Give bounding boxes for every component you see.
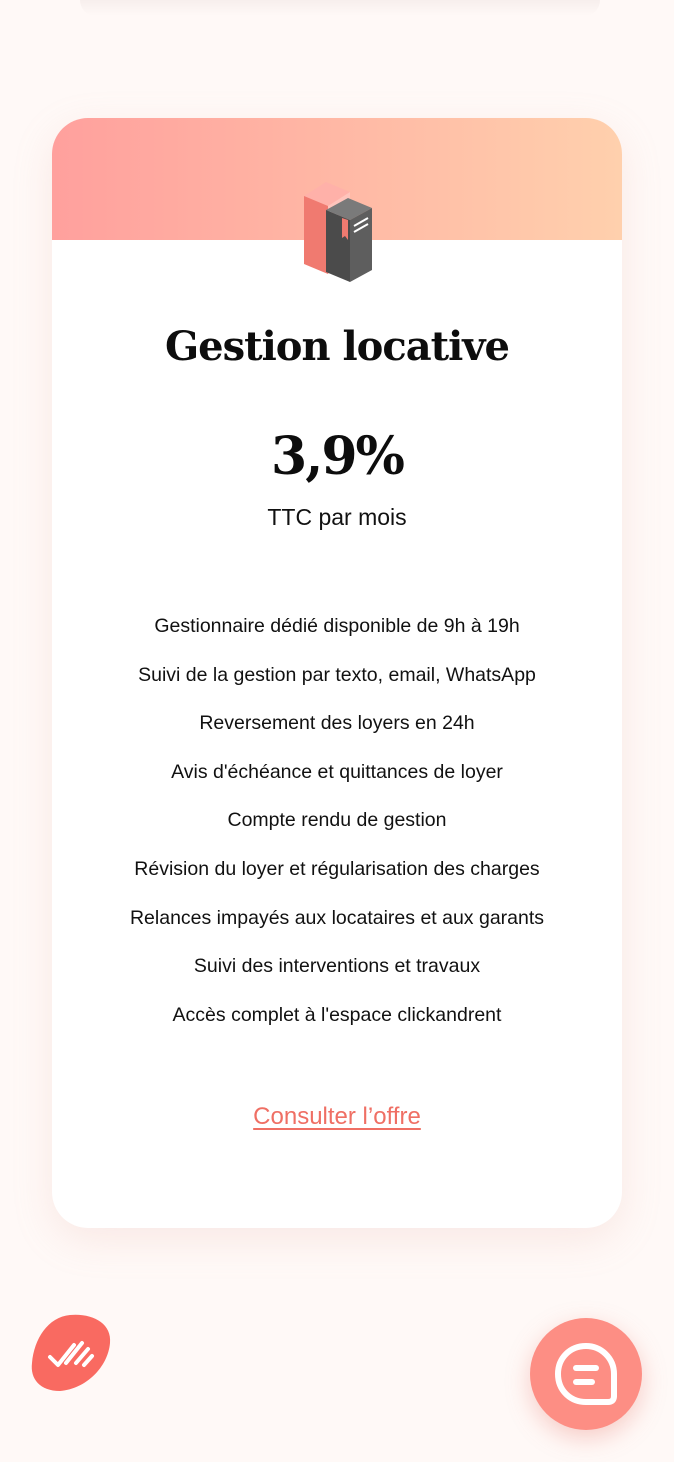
feature-item: Reversement des loyers en 24h	[199, 712, 475, 735]
offer-card	[52, 118, 622, 1228]
feature-item: Révision du loyer et régularisation des charges	[134, 857, 540, 880]
consult-offer-link[interactable]: Consulter l’offre	[253, 1103, 421, 1130]
top-fade	[80, 0, 600, 16]
cta-container	[52, 1103, 622, 1131]
feature-item: Relances impayés aux locataires et aux garants	[129, 906, 545, 929]
feature-item: Suivi de la gestion par texto, email, WhatsApp	[138, 663, 536, 686]
chat-bubble-icon	[552, 1340, 620, 1408]
offer-price: 3,9%	[271, 426, 403, 487]
feature-list	[52, 608, 622, 1045]
offer-price-period: TTC par mois	[267, 504, 407, 530]
books-icon	[300, 178, 376, 284]
feature-item: Suivi des interventions et travaux	[193, 955, 481, 978]
double-check-icon[interactable]	[30, 1313, 112, 1391]
feature-item: Compte rendu de gestion	[227, 809, 447, 832]
feature-item: Gestionnaire dédié disponible de 9h à 19h	[154, 615, 520, 637]
feature-item: Accès complet à l'espace clickandrent	[172, 1003, 502, 1026]
chat-button[interactable]	[530, 1318, 642, 1430]
feature-item: Avis d'échéance et quittances de loyer	[171, 760, 503, 783]
offer-title: Gestion locative	[165, 323, 509, 370]
